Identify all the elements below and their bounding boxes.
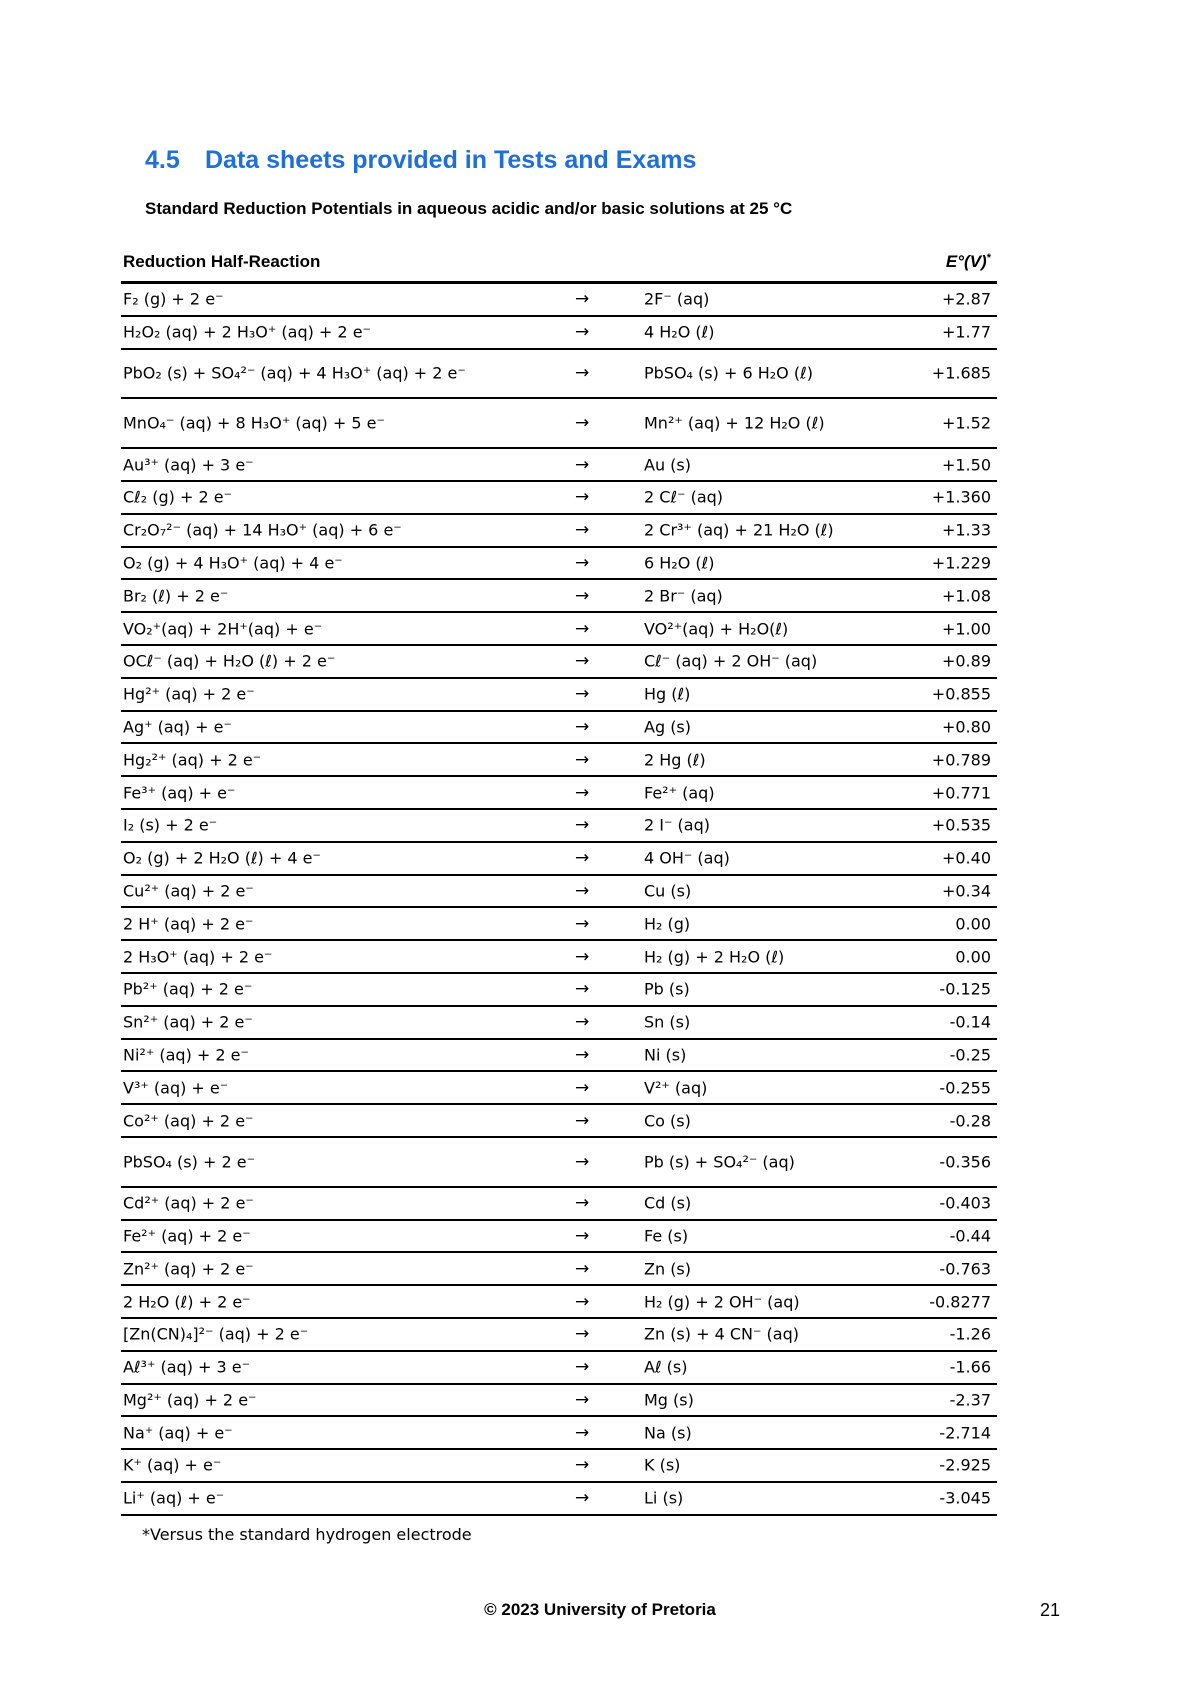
- product-cell: Na (s): [644, 1423, 692, 1443]
- arrow-cell: →: [575, 1291, 590, 1312]
- header-potential-label: E°(V): [945, 252, 987, 271]
- table-row: [121, 1007, 997, 1040]
- footer-copyright: © 2023 University of Pretoria: [484, 1600, 716, 1619]
- potential-cell: +1.77: [941, 322, 991, 342]
- arrow-cell: →: [575, 1077, 590, 1098]
- product-cell: H₂ (g) + 2 OH⁻ (aq): [644, 1292, 800, 1311]
- potential-cell: -0.255: [939, 1078, 991, 1098]
- potential-cell: -0.28: [949, 1111, 991, 1131]
- table-row: [121, 876, 997, 909]
- table-row: [121, 449, 997, 482]
- arrow-cell: →: [575, 1422, 590, 1443]
- potential-cell: +1.52: [941, 413, 991, 433]
- reactant-cell: Li⁺ (aq) + e⁻: [123, 1488, 225, 1508]
- table-row: [121, 712, 997, 745]
- product-cell: PbSO₄ (s) + 6 H₂O (ℓ): [644, 363, 813, 383]
- arrow-cell: →: [575, 552, 590, 573]
- table-row: [121, 1072, 997, 1105]
- potential-cell: -0.403: [939, 1193, 991, 1213]
- reactant-cell: F₂ (g) + 2 e⁻: [123, 289, 224, 309]
- table-row: [121, 515, 997, 548]
- table-row: [121, 284, 997, 317]
- arrow-cell: →: [575, 1225, 590, 1246]
- reactant-cell: Fe³⁺ (aq) + e⁻: [123, 783, 236, 803]
- reactant-cell: OCℓ⁻ (aq) + H₂O (ℓ) + 2 e⁻: [123, 651, 336, 671]
- arrow-cell: →: [575, 1357, 590, 1378]
- table-row: [121, 1040, 997, 1073]
- table-row: [121, 843, 997, 876]
- reactant-cell: VO₂⁺(aq) + 2H⁺(aq) + e⁻: [123, 619, 323, 639]
- product-cell: Fe²⁺ (aq): [644, 783, 715, 803]
- reactant-cell: H₂O₂ (aq) + 2 H₃O⁺ (aq) + 2 e⁻: [123, 322, 371, 342]
- reactant-cell: Fe²⁺ (aq) + 2 e⁻: [123, 1226, 251, 1246]
- product-cell: Zn (s): [644, 1259, 692, 1279]
- product-cell: Cℓ⁻ (aq) + 2 OH⁻ (aq): [644, 651, 818, 671]
- product-cell: K (s): [644, 1455, 681, 1475]
- potential-cell: +1.00: [941, 619, 991, 639]
- product-cell: 6 H₂O (ℓ): [644, 553, 715, 573]
- product-cell: Cd (s): [644, 1193, 692, 1213]
- product-cell: Li (s): [644, 1488, 684, 1508]
- footnote: *Versus the standard hydrogen electrode: [142, 1525, 472, 1544]
- table-row: [121, 482, 997, 515]
- table-row: [121, 744, 997, 777]
- product-cell: Cu (s): [644, 881, 692, 901]
- reactant-cell: Mg²⁺ (aq) + 2 e⁻: [123, 1390, 257, 1410]
- reactant-cell: PbSO₄ (s) + 2 e⁻: [123, 1152, 256, 1172]
- reactant-cell: V³⁺ (aq) + e⁻: [123, 1078, 229, 1098]
- arrow-cell: →: [575, 585, 590, 606]
- table-row: [121, 679, 997, 712]
- table-row: [121, 941, 997, 974]
- product-cell: 4 OH⁻ (aq): [644, 848, 730, 868]
- product-cell: Mn²⁺ (aq) + 12 H₂O (ℓ): [644, 413, 825, 433]
- potential-cell: +1.33: [941, 520, 991, 540]
- product-cell: Ag (s): [644, 717, 692, 737]
- reactant-cell: O₂ (g) + 4 H₃O⁺ (aq) + 4 e⁻: [123, 553, 343, 573]
- table-row: [121, 1483, 997, 1516]
- reactant-cell: Aℓ³⁺ (aq) + 3 e⁻: [123, 1357, 251, 1377]
- table-row: [121, 317, 997, 350]
- table-row: [121, 548, 997, 581]
- header-potential-mark: *: [986, 252, 991, 264]
- potential-cell: +0.535: [931, 815, 991, 835]
- table-row: [121, 1319, 997, 1352]
- arrow-cell: →: [575, 1258, 590, 1279]
- header-reaction: Reduction Half-Reaction: [123, 252, 321, 271]
- reactant-cell: 2 H₂O (ℓ) + 2 e⁻: [123, 1292, 251, 1311]
- potential-cell: +1.685: [931, 363, 991, 383]
- reactant-cell: O₂ (g) + 2 H₂O (ℓ) + 4 e⁻: [123, 848, 321, 868]
- reactant-cell: Pb²⁺ (aq) + 2 e⁻: [123, 979, 253, 999]
- page-number: 21: [1040, 1600, 1061, 1620]
- arrow-cell: →: [575, 1455, 590, 1476]
- product-cell: Pb (s) + SO₄²⁻ (aq): [644, 1152, 795, 1172]
- potential-cell: 0.00: [955, 947, 991, 967]
- arrow-cell: →: [575, 1044, 590, 1065]
- reactant-cell: Sn²⁺ (aq) + 2 e⁻: [123, 1012, 253, 1032]
- potential-cell: -2.714: [939, 1423, 991, 1443]
- product-cell: Fe (s): [644, 1226, 689, 1246]
- potential-cell: -0.356: [939, 1152, 991, 1172]
- product-cell: H₂ (g) + 2 H₂O (ℓ): [644, 947, 785, 967]
- arrow-cell: →: [575, 1193, 590, 1214]
- table-body: [121, 284, 997, 1516]
- reactant-cell: Ni²⁺ (aq) + 2 e⁻: [123, 1045, 249, 1065]
- potential-cell: +0.80: [941, 717, 991, 737]
- product-cell: 2 I⁻ (aq): [644, 815, 710, 835]
- potential-cell: +1.50: [941, 455, 991, 475]
- potential-cell: +0.789: [931, 750, 991, 770]
- arrow-cell: →: [575, 651, 590, 672]
- arrow-cell: →: [575, 487, 590, 508]
- arrow-cell: →: [575, 880, 590, 901]
- table-row: [121, 1253, 997, 1286]
- arrow-cell: →: [575, 618, 590, 639]
- potential-cell: +0.34: [941, 881, 991, 901]
- table-row: [121, 1417, 997, 1450]
- product-cell: VO²⁺(aq) + H₂O(ℓ): [644, 619, 789, 639]
- product-cell: Mg (s): [644, 1390, 694, 1410]
- arrow-cell: →: [575, 413, 590, 434]
- arrow-cell: →: [575, 454, 590, 475]
- potential-cell: -1.66: [949, 1357, 991, 1377]
- potential-cell: +0.40: [941, 848, 991, 868]
- reactant-cell: Cd²⁺ (aq) + 2 e⁻: [123, 1193, 254, 1213]
- product-cell: Co (s): [644, 1111, 691, 1131]
- potential-cell: +0.855: [931, 684, 991, 704]
- potential-cell: -0.44: [949, 1226, 991, 1246]
- reactant-cell: 2 H₃O⁺ (aq) + 2 e⁻: [123, 947, 273, 967]
- table-row: [121, 1286, 997, 1319]
- reactant-cell: Hg²⁺ (aq) + 2 e⁻: [123, 684, 255, 704]
- table-row: [121, 1221, 997, 1254]
- table-row: [121, 1105, 997, 1138]
- arrow-cell: →: [575, 946, 590, 967]
- reactant-cell: I₂ (s) + 2 e⁻: [123, 815, 218, 835]
- arrow-cell: →: [575, 1488, 590, 1509]
- potential-cell: +2.87: [941, 289, 991, 309]
- table-row: [121, 908, 997, 941]
- potential-cell: +1.360: [931, 487, 991, 507]
- potential-cell: -0.763: [939, 1259, 991, 1279]
- potential-cell: +1.08: [941, 586, 991, 606]
- product-cell: H₂ (g): [644, 914, 691, 934]
- arrow-cell: →: [575, 716, 590, 737]
- reactant-cell: Ag⁺ (aq) + e⁻: [123, 717, 232, 737]
- arrow-cell: →: [575, 749, 590, 770]
- arrow-cell: →: [575, 1151, 590, 1172]
- arrow-cell: →: [575, 1012, 590, 1033]
- potential-cell: -2.925: [939, 1455, 991, 1475]
- product-cell: 2 Br⁻ (aq): [644, 586, 723, 606]
- reactant-cell: K⁺ (aq) + e⁻: [123, 1455, 222, 1475]
- arrow-cell: →: [575, 684, 590, 705]
- table-row: [121, 1188, 997, 1221]
- product-cell: 4 H₂O (ℓ): [644, 322, 715, 342]
- reactant-cell: Cu²⁺ (aq) + 2 e⁻: [123, 881, 254, 901]
- arrow-cell: →: [575, 815, 590, 836]
- arrow-cell: →: [575, 1110, 590, 1131]
- product-cell: 2 Cℓ⁻ (aq): [644, 487, 724, 507]
- reactant-cell: MnO₄⁻ (aq) + 8 H₃O⁺ (aq) + 5 e⁻: [123, 413, 385, 433]
- reactant-cell: Br₂ (ℓ) + 2 e⁻: [123, 586, 229, 606]
- table-row: [121, 777, 997, 810]
- reactant-cell: Zn²⁺ (aq) + 2 e⁻: [123, 1259, 254, 1279]
- arrow-cell: →: [575, 520, 590, 541]
- table-row: [121, 1450, 997, 1483]
- potential-cell: +1.229: [931, 553, 991, 573]
- reactant-cell: Cr₂O₇²⁻ (aq) + 14 H₃O⁺ (aq) + 6 e⁻: [123, 520, 402, 540]
- reactant-cell: 2 H⁺ (aq) + 2 e⁻: [123, 914, 254, 934]
- arrow-cell: →: [575, 979, 590, 1000]
- reactant-cell: [Zn(CN)₄]²⁻ (aq) + 2 e⁻: [123, 1324, 309, 1344]
- product-cell: 2 Cr³⁺ (aq) + 21 H₂O (ℓ): [644, 520, 834, 540]
- product-cell: 2F⁻ (aq): [644, 289, 710, 309]
- potential-cell: -3.045: [939, 1488, 991, 1508]
- section-number: 4.5: [145, 146, 180, 174]
- product-cell: V²⁺ (aq): [644, 1078, 708, 1098]
- potential-cell: 0.00: [955, 914, 991, 934]
- product-cell: Hg (ℓ): [644, 684, 691, 704]
- product-cell: Aℓ (s): [644, 1357, 688, 1377]
- table-row: [121, 1385, 997, 1418]
- arrow-cell: →: [575, 289, 590, 310]
- table-row: [121, 646, 997, 679]
- table-row: [121, 1352, 997, 1385]
- table-row: [121, 1138, 997, 1188]
- potential-cell: -0.14: [949, 1012, 991, 1032]
- potential-cell: +0.771: [931, 783, 991, 803]
- reactant-cell: PbO₂ (s) + SO₄²⁻ (aq) + 4 H₃O⁺ (aq) + 2 e⁻: [123, 363, 466, 383]
- potential-cell: -2.37: [949, 1390, 991, 1410]
- arrow-cell: →: [575, 913, 590, 934]
- reactant-cell: Hg₂²⁺ (aq) + 2 e⁻: [123, 750, 262, 770]
- table-row: [121, 974, 997, 1007]
- table-row: [121, 810, 997, 843]
- product-cell: 2 Hg (ℓ): [644, 750, 706, 770]
- reactant-cell: Na⁺ (aq) + e⁻: [123, 1423, 233, 1443]
- product-cell: Pb (s): [644, 979, 690, 999]
- section-heading: [145, 146, 696, 175]
- table-row: [121, 580, 997, 613]
- reactant-cell: Au³⁺ (aq) + 3 e⁻: [123, 455, 254, 475]
- potential-cell: -1.26: [949, 1324, 991, 1344]
- table-row: [121, 399, 997, 449]
- table-header: [121, 248, 997, 284]
- arrow-cell: →: [575, 848, 590, 869]
- table-row: [121, 613, 997, 646]
- arrow-cell: →: [575, 363, 590, 384]
- reactant-cell: Cℓ₂ (g) + 2 e⁻: [123, 487, 233, 507]
- product-cell: Ni (s): [644, 1045, 687, 1065]
- arrow-cell: →: [575, 782, 590, 803]
- arrow-cell: →: [575, 1389, 590, 1410]
- arrow-cell: →: [575, 322, 590, 343]
- product-cell: Zn (s) + 4 CN⁻ (aq): [644, 1324, 799, 1344]
- arrow-cell: →: [575, 1324, 590, 1345]
- section-title: Data sheets provided in Tests and Exams: [205, 146, 697, 174]
- reduction-potentials-table: [121, 248, 997, 1516]
- reactant-cell: Co²⁺ (aq) + 2 e⁻: [123, 1111, 254, 1131]
- table-caption: Standard Reduction Potentials in aqueous acidic and/or basic solutions at 25 °C: [145, 199, 793, 218]
- potential-cell: -0.125: [939, 979, 991, 999]
- potential-cell: +0.89: [941, 651, 991, 671]
- product-cell: Au (s): [644, 455, 691, 475]
- header-potential: [946, 252, 991, 272]
- potential-cell: -0.25: [949, 1045, 991, 1065]
- table-row: [121, 350, 997, 400]
- product-cell: Sn (s): [644, 1012, 691, 1032]
- potential-cell: -0.8277: [929, 1292, 991, 1311]
